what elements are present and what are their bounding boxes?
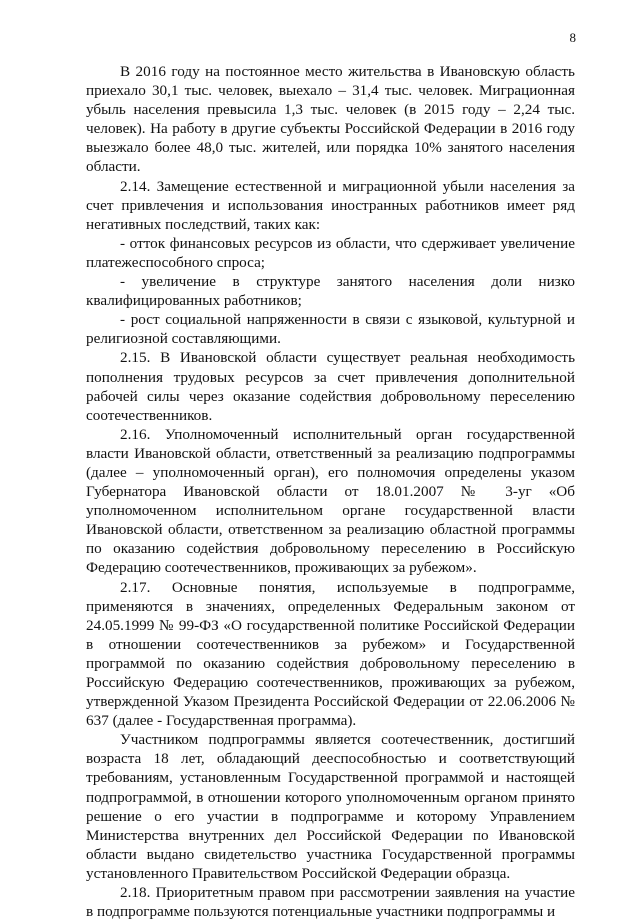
paragraph-2-16: 2.16. Уполномоченный исполнительный орган государственной власти Ивановской области, ответственный за реализацию подпрограммы (далее – уполномоченный орган), его полномочия определены указом Губернатора Ивановской области от 18.01.2007 № 3-уг «Об уполномоченном исполнительном органе государственной власти Ивановской области, ответственном за реализацию областной программы по оказанию содействия добровольному переселению в Российскую Федерацию соотечественников, проживающих за рубежом». [86,425,575,577]
document-body [86,62,575,921]
paragraph-2-15: 2.15. В Ивановской области существует реальная необходимость пополнения трудовых ресурсов за счет привлечения дополнительной рабочей силы через оказание содействия добровольному переселению соотечественников. [86,349,575,424]
paragraph-2-17: 2.17. Основные понятия, используемые в подпрограмме, применяются в значениях, определенных Федеральным законом от 24.05.1999 № 99-ФЗ «О государственной политике Российской Федерации в отношении соотечественников за рубежом» и Государственной программой по оказанию содействия добровольному переселению в Российскую Федерацию соотечественников, проживающих за рубежом, утвержденной Указом Президента Российской Федерации от 22.06.2006 № 637 (далее - Государственная программа). [86,578,575,730]
page-number: 8 [569,30,576,45]
paragraph-2-18: 2.18. Приоритетным правом при рассмотрении заявления на участие в подпрограмме пользуются потенциальные участники подпрограммы и [86,884,575,921]
paragraph-participant-definition: Участником подпрограммы является соотечественник, достигший возраста 18 лет, обладающий дееспособностью и соответствующий требованиям, установленным Государственной программой и настоящей подпрограммой, в отношении которого уполномоченным органом принято решение о его участии в подпрограмме и которому Управлением Министерства внутренних дел Российской Федерации по Ивановской области выдано свидетельство участника Государственной программы установленного Правительством Российской Федерации образца. [86,731,575,882]
list-item-financial-outflow: - отток финансовых ресурсов из области, что сдерживает увеличение платежеспособного спроса; [86,234,575,271]
list-item-social-tension: - рост социальной напряженности в связи с языковой, культурной и религиозной составляющими. [86,311,575,348]
paragraph-migration-stats: В 2016 году на постоянное место жительства в Ивановскую область приехало 30,1 тыс. человек, выехало – 31,4 тыс. человек. Миграционная убыль населения превысила 1,3 тыс. человек (в 2015 году – 2,24 тыс. человек). На работу в другие субъекты Российской Федерации в 2016 году выезжало более 48,0 тыс. жителей, или порядка 10% занятого населения области. [86,63,575,176]
paragraph-2-14: 2.14. Замещение естественной и миграционной убыли населения за счет привлечения и использования иностранных работников имеет ряд негативных последствий, таких как: [86,177,575,233]
list-item-low-skilled-share: - увеличение в структуре занятого населения доли низко квалифицированных работников; [86,273,575,310]
